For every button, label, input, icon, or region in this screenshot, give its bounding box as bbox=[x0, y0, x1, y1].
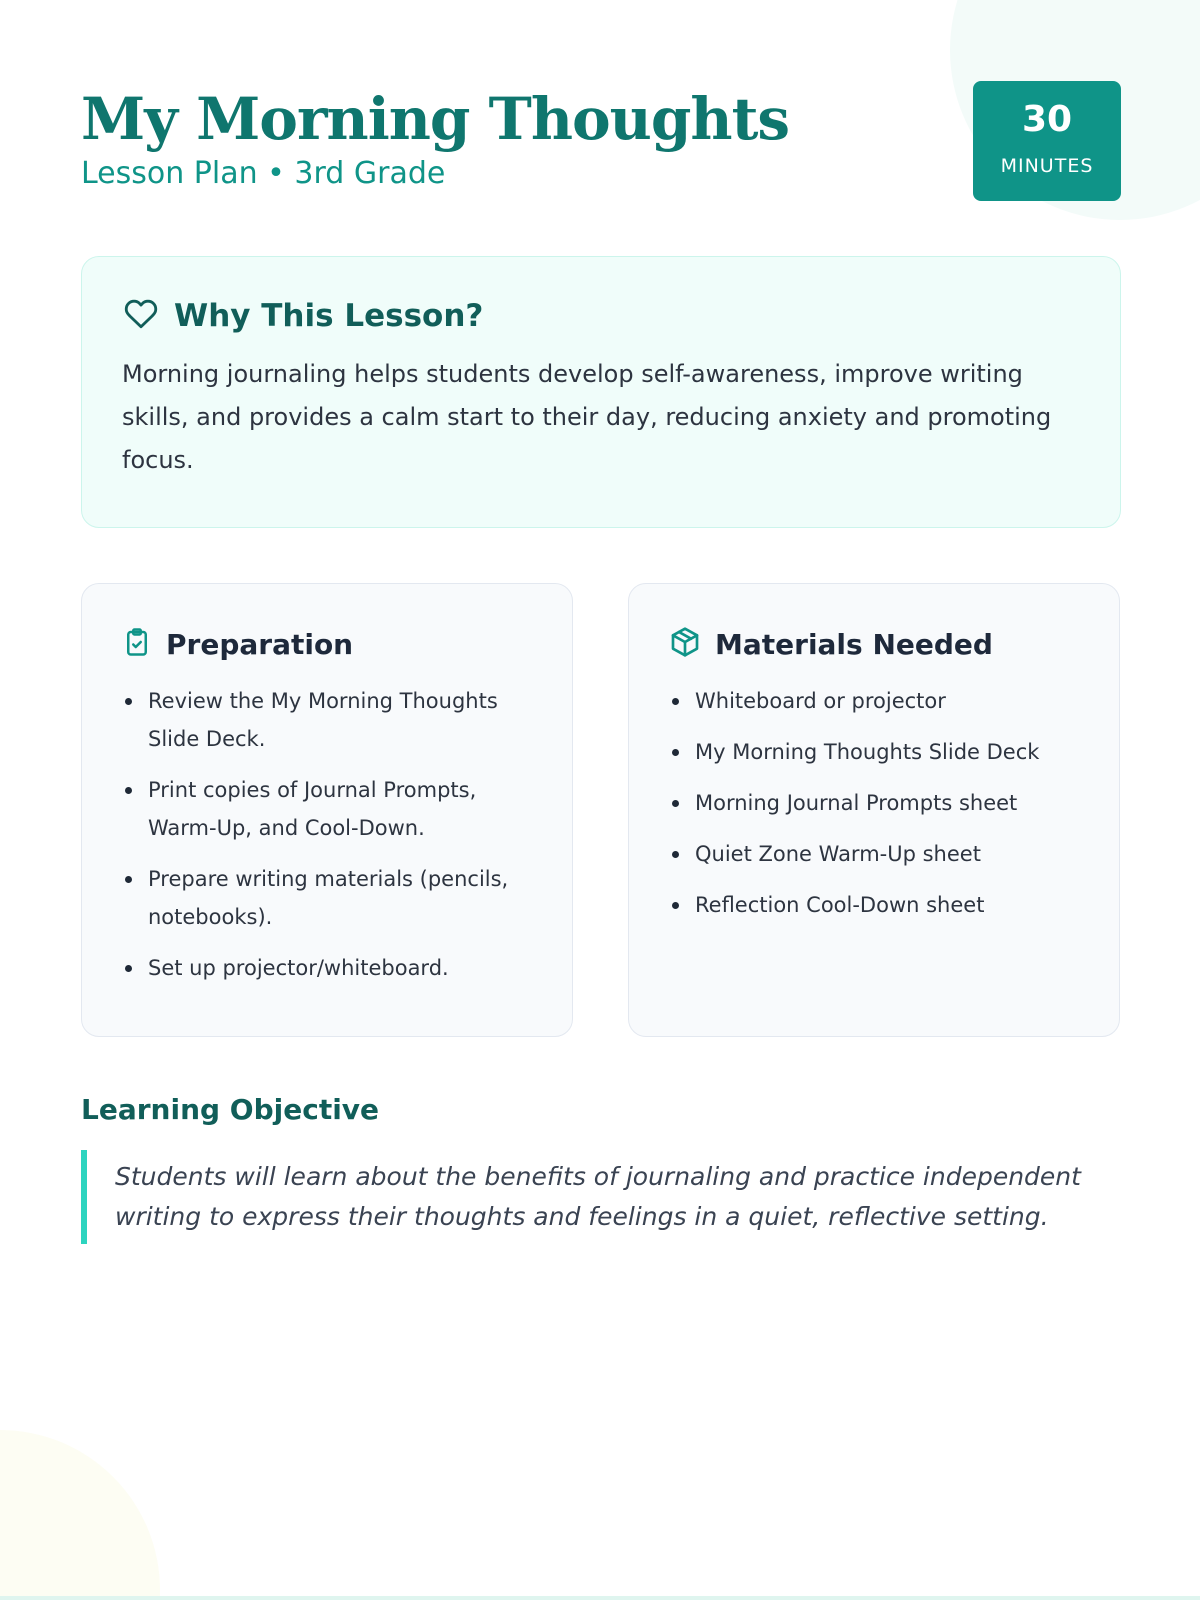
materials-header bbox=[669, 626, 1079, 662]
page-header bbox=[81, 84, 1121, 204]
preparation-card bbox=[81, 583, 573, 1037]
decorative-circle-bottom bbox=[0, 1430, 160, 1600]
list-item: My Morning Thoughts Slide Deck bbox=[669, 733, 1079, 771]
box-icon bbox=[669, 626, 701, 662]
page-subtitle: Lesson Plan • 3rd Grade bbox=[81, 156, 446, 191]
materials-list bbox=[669, 682, 1079, 924]
materials-title: Materials Needed bbox=[715, 627, 993, 661]
why-lesson-text: Morning journaling helps students develop self-awareness, improve writing skills, and provides a calm start to their day, reducing anxiety and promoting focus. bbox=[122, 360, 1052, 474]
duration-badge bbox=[973, 81, 1121, 201]
heart-icon bbox=[122, 297, 160, 335]
list-item: Reflection Cool-Down sheet bbox=[669, 886, 1079, 924]
list-item: Whiteboard or projector bbox=[669, 682, 1079, 720]
preparation-list bbox=[122, 682, 532, 987]
preparation-header bbox=[122, 626, 532, 662]
bottom-border bbox=[0, 1596, 1200, 1600]
why-lesson-header bbox=[122, 297, 1080, 335]
duration-value: 30 bbox=[1021, 99, 1073, 140]
objective-quote: Students will learn about the benefits of journaling and practice independent writing to express their thoughts and feelings in a quiet, reflective setting. bbox=[81, 1150, 1081, 1244]
why-lesson-card bbox=[81, 256, 1121, 528]
page-title: My Morning Thoughts bbox=[81, 85, 790, 153]
duration-unit: MINUTES bbox=[1000, 155, 1094, 177]
clipboard-check-icon bbox=[122, 626, 152, 662]
list-item: Morning Journal Prompts sheet bbox=[669, 784, 1079, 822]
list-item: Quiet Zone Warm-Up sheet bbox=[669, 835, 1079, 873]
list-item: Prepare writing materials (pencils, notebooks). bbox=[122, 860, 532, 936]
preparation-title: Preparation bbox=[166, 627, 354, 661]
list-item: Print copies of Journal Prompts, Warm-Up, and Cool-Down. bbox=[122, 771, 532, 847]
list-item: Review the My Morning Thoughts Slide Deck. bbox=[122, 682, 532, 758]
objective-title: Learning Objective bbox=[81, 1093, 380, 1126]
materials-card bbox=[628, 583, 1120, 1037]
list-item: Set up projector/whiteboard. bbox=[122, 949, 532, 987]
why-lesson-title: Why This Lesson? bbox=[174, 298, 484, 334]
